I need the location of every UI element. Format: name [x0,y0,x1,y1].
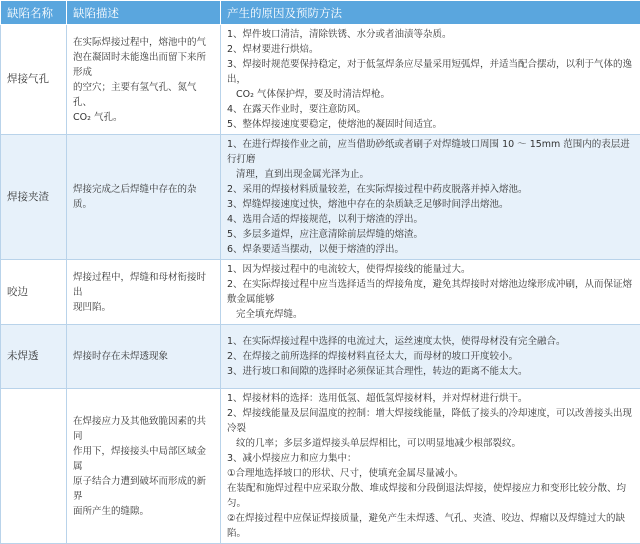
defect-name: 焊接气孔 [1,25,67,135]
defect-description [67,389,221,544]
method-line: 2、焊材要进行烘焙。 [227,42,634,57]
causes-prevention [221,389,640,544]
method-line: 1、焊接材料的选择：选用低氢、超低氢焊接材料，并对焊材进行烘干。 [227,391,634,406]
description-line: 的空穴；主要有氢气孔、氮气孔、 [73,80,214,110]
method-line: 在装配和施焊过程中应采取分散、堆成焊接和分段倒退法焊接，使焊接应力和变形比较分散、均匀。 [227,481,634,511]
method-line: 6、焊条要适当摆动，以便于熔渣的浮出。 [227,242,634,257]
table-row [1,260,640,325]
header-defect-description: 缺陷描述 [67,1,221,25]
header-row [1,1,640,25]
description-line: 焊接时存在未焊透现象 [73,349,214,364]
method-line: 1、在实际焊接过程中选择的电流过大，运丝速度太快，使得母材没有完全融合。 [227,334,634,349]
method-line: 3、进行坡口和间隙的选择时必须保证其合理性，转边的距离不能太大。 [227,364,634,379]
defect-description [67,260,221,325]
description-line: 面所产生的缝隙。 [73,504,214,519]
method-line: 3、焊缝焊接速度过快，熔池中存在的杂质缺乏足够时间浮出熔池。 [227,197,634,212]
table-row [1,325,640,389]
defect-name: 焊接夹渣 [1,135,67,260]
causes-prevention [221,260,640,325]
method-line: 2、采用的焊接材料质量较差，在实际焊接过程中药皮脱落并掉入熔池。 [227,182,634,197]
method-line: 5、整体焊接速度要稳定，使熔池的凝固时间适宜。 [227,117,634,132]
description-line: 焊接完成之后焊缝中存在的杂质。 [73,182,214,212]
method-line: 2、在实际焊接过程中应当选择适当的焊接角度，避免其焊接时对熔池边缘形成冲刷，从而保证熔敷金属能够 [227,277,634,307]
method-line: 纹的几率；多层多道焊接头单层焊相比，可以明显地减少根部裂纹。 [227,436,634,451]
description-line: CO₂ 气孔。 [73,110,214,125]
method-line: ①合理地选择坡口的形状、尺寸，使填充金属尽量减小。 [227,466,634,481]
method-line: 2、焊接线能量及层间温度的控制：增大焊接线能量，降低了接头的冷却速度，可以改善接头出现冷裂 [227,406,634,436]
defect-description [67,135,221,260]
defect-name: 咬边 [1,260,67,325]
defect-name: 未焊透 [1,325,67,389]
description-line: 在实际焊接过程中，熔池中的气 [73,35,214,50]
description-line: 泡在凝固时未能逸出而留下来所形成 [73,50,214,80]
defect-name [1,389,67,544]
defect-description [67,25,221,135]
method-line: 5、多层多道焊，应注意清除前层焊缝的熔渣。 [227,227,634,242]
method-line: 4、选用合适的焊接规范，以利于熔渣的浮出。 [227,212,634,227]
description-line: 原子结合力遭到破坏而形成的新界 [73,474,214,504]
method-line: 1、焊件坡口清洁，清除铁锈、水分或者油渍等杂质。 [227,27,634,42]
causes-prevention [221,325,640,389]
method-line: ②在焊接过程中应保证焊接质量，避免产生未焊透、气孔、夹渣、咬边、焊瘤以及焊缝过大的缺陷。 [227,511,634,541]
header-causes-and-prevention: 产生的原因及预防方法 [221,1,640,25]
method-line: 1、在进行焊接作业之前，应当借助砂纸或者刷子对焊缝坡口周围 10 ～ 15mm 范围内的表层进行打磨 [227,137,634,167]
table-row [1,389,640,544]
description-line: 在焊接应力及其他致脆因素的共同 [73,414,214,444]
defect-description [67,325,221,389]
table-row [1,135,640,260]
method-line: 1、因为焊接过程中的电流较大，使得焊接线的能量过大。 [227,262,634,277]
method-line: 3、减小焊接应力和应力集中： [227,451,634,466]
method-line: 3、焊接时规范要保持稳定，对于低氢焊条应尽量采用短弧焊，并适当配合摆动，以利于气体的逸出， [227,57,634,87]
header-defect-name: 缺陷名称 [1,1,67,25]
description-line: 作用下，焊接接头中局部区域金属 [73,444,214,474]
causes-prevention [221,135,640,260]
method-line: 2、在焊接之前所选择的焊接材料直径太大，而母材的坡口开度较小。 [227,349,634,364]
causes-prevention [221,25,640,135]
description-line: 现凹陷。 [73,300,214,315]
method-line: CO₂ 气体保护焊，要及时清洁焊枪。 [227,87,634,102]
description-line: 焊接过程中，焊缝和母材衔接时出 [73,270,214,300]
method-line: 完全填充焊缝。 [227,307,634,322]
method-line: 清理，直到出现金属光泽为止。 [227,167,634,182]
method-line: 4、在露天作业时，要注意防风。 [227,102,634,117]
table-row [1,25,640,135]
